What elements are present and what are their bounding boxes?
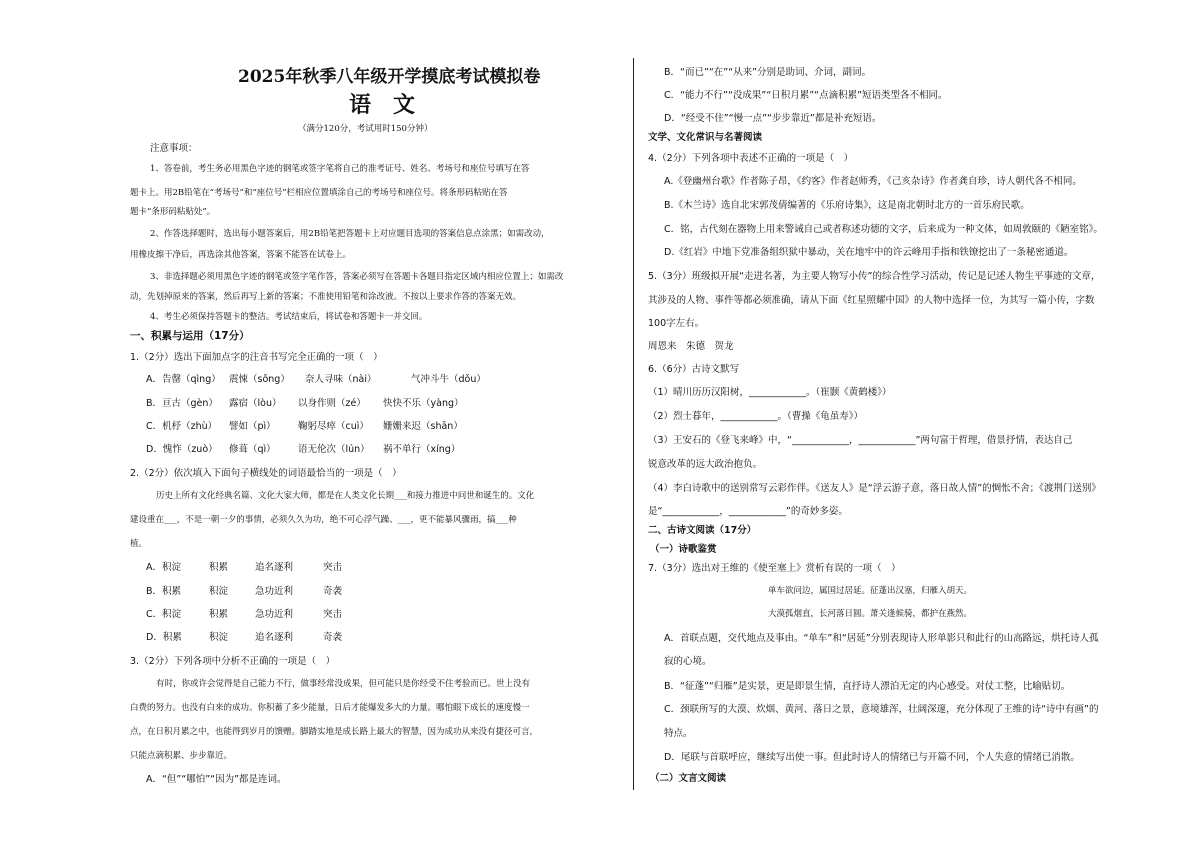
recitation-line: 锐意改革的远大政治抱负。 [648, 459, 763, 470]
question-stem: 4.（2分）下列各项中表述不正确的一项是（ ） [648, 153, 854, 164]
option-c: C．铭，古代刻在器物上用来警诫自己或者称述功德的文字，后来成为一种文体，如周敦颐的《陋室铭》。 [664, 224, 1103, 235]
passage-line: 历史上所有文化经典名篇、文化大家大师，都是在人类文化长期___和接力推进中问世和诞生的。文化 [156, 491, 535, 501]
option-word: 急功近利 [255, 586, 294, 597]
option-b: B．“而已”“在”“从来”分别是助词、介词，副词。 [664, 67, 872, 78]
option-word: 修葺（qì） [229, 444, 276, 455]
passage-line: 建设重在___，不是一朝一夕的事情，必须久久为功，绝不可心浮气躁、___，更不能暴风骤雨，搞___种 [130, 515, 517, 525]
section-heading: 一、积累与运用（17分） [130, 330, 250, 342]
option-d: D.《红岩》中地下党准备组织狱中暴动，关在地牢中的许云峰用手指和铁镣挖出了一条秘密通道。 [664, 247, 1074, 258]
option-word: 奈人寻味（nài） [305, 374, 377, 385]
question-stem: 2.（2分）依次填入下面句子横线处的词语最恰当的一项是（ ） [130, 468, 402, 479]
option-word: 鞠躬尽瘁（cuì） [298, 421, 369, 432]
column-divider [633, 58, 634, 790]
option-word: 突击 [323, 562, 343, 573]
passage-line: 植。 [130, 539, 148, 549]
poem-line: 单车欲问边，属国过居延。征蓬出汉塞，归雁入胡天。 [768, 586, 973, 596]
option-d: D．积累 [146, 632, 182, 643]
option-word: 祸不单行（xíng） [383, 444, 461, 455]
option-c: C．颈联所写的大漠、炊烟、黄河、落日之景，意境雄浑，壮阔深邃，充分体现了王维的诗“诗中有画”的 [664, 704, 1099, 715]
question-line: 其涉及的人物、事件等都必须准确，请从下面《红星照耀中国》的人物中选择一位，为其写一篇小传，字数 [648, 295, 1095, 306]
option-word: 奇袭 [323, 586, 343, 597]
notice-line: 3、非选择题必须用黑色字迹的钢笔或签字笔作答，答案必须写在答题卡各题目指定区域内相应位置上；如需改 [150, 272, 564, 282]
subsection-heading: （二）文言文阅读 [650, 773, 727, 784]
option-a: A．“但”“哪怕”“因为”都是连词。 [146, 774, 287, 785]
option-word: 突击 [323, 609, 343, 620]
subject-title: 语 文 [349, 92, 416, 118]
question-line: 100字左右。 [648, 318, 705, 329]
option-word: 震悚（sǒng） [229, 374, 290, 385]
section-heading: 文学、文化常识与名著阅读 [648, 132, 763, 143]
notice-line: 1、答卷前，考生务必用黑色字迹的钢笔或签字笔将自己的准考证号、姓名、考场号和座位号填写在答 [150, 164, 530, 174]
option-b: B．“征蓬”“归雁”是实景，更是即景生情，直抒诗人漂泊无定的内心感受。对仗工整，比喻贴切。 [664, 681, 1071, 692]
option-b: B．亘古（gèn） [146, 398, 218, 409]
option-d: D．尾联与首联呼应，继续写出使一事。但此时诗人的情绪已与开篇不同，个人失意的情绪已消散。 [664, 752, 1080, 763]
option-d: D．“经受不住”“慢一点”“步步靠近”都是补充短语。 [664, 113, 882, 124]
option-word: 以身作则（zé） [298, 398, 366, 409]
option-continuation: 特点。 [664, 728, 693, 739]
question-stem: 7.（3分）选出对王维的《使至塞上》赏析有误的一项（ ） [648, 563, 901, 574]
notice-line: 题卡上。用2B铅笔在“考场号”和“座位号”栏相应位置填涂自己的考场号和座位号。将条形码粘贴在答 [130, 188, 508, 198]
option-word: 积淀 [209, 632, 229, 643]
option-word: 语无伦次（lún） [298, 444, 370, 455]
exam-title: 2025年秋季八年级开学摸底考试模拟卷 [238, 67, 541, 87]
option-c: C．积淀 [146, 609, 182, 620]
option-b: B．积累 [146, 586, 182, 597]
question-stem: 1.（2分）选出下面加点字的注音书写完全正确的一项（ ） [130, 352, 383, 363]
option-continuation: 寂的心境。 [664, 656, 712, 667]
option-word: 追名逐利 [255, 632, 294, 643]
option-c: C．机杼（zhù） [146, 421, 218, 432]
recitation-line: （4）李白诗歌中的送别常写云彩作伴。《送友人》是“浮云游子意，落日故人情”的惆怅不舍；《渡荆门送别》 [648, 483, 1101, 494]
option-b: B.《木兰诗》选自北宋郭茂倩编著的《乐府诗集》，这是南北朝时北方的一首乐府民歌。 [664, 200, 1030, 211]
option-d: D．愧怍（zuò） [146, 444, 218, 455]
notice-line: 动，先划掉原来的答案，然后再写上新的答案；不准使用铅笔和涂改液。不按以上要求作答的答案无效。 [130, 292, 522, 302]
recitation-line: 是“____________，____________”的奇妙多姿。 [648, 506, 848, 517]
option-c: C．“能力不行”“没成果”“日积月累”“点滴积累”短语类型各不相同。 [664, 90, 948, 101]
question-stem: 3.（2分）下列各项中分析不正确的一项是（ ） [130, 656, 336, 667]
option-word: 姗姗来迟（shān） [383, 421, 463, 432]
notice-line: 用橡皮擦干净后，再选涂其他答案，答案不能答在试卷上。 [130, 250, 352, 260]
question-stem: 6.（6分）古诗文默写 [648, 364, 740, 375]
notice-heading: 注意事项： [150, 143, 198, 154]
option-word: 露宿（lòu） [229, 398, 282, 409]
passage-line: 只能点滴积累、步步靠近。 [130, 751, 233, 761]
passage-line: 白费的努力。也没有白来的成功。你积蓄了多少能量，日后才能爆发多大的力量。哪怕眼下成长的速度慢一 [130, 703, 530, 713]
notice-line: 4、考生必须保持答题卡的整洁。考试结束后，将试卷和答题卡一并交回。 [150, 312, 428, 322]
option-word: 譬如（pì） [229, 421, 276, 432]
option-word: 奇袭 [323, 632, 343, 643]
option-word: 追名逐利 [255, 562, 294, 573]
option-a: A.《登幽州台歌》作者陈子昂，《约客》作者赵师秀，《己亥杂诗》作者龚自珍，诗人朝代各不相同。 [664, 176, 1082, 187]
recitation-line: （1）晴川历历汉阳树，____________。（崔颢《黄鹤楼》） [648, 387, 892, 398]
exam-note: （满分120分，考试用时150分钟） [298, 124, 433, 134]
passage-line: 点，在日积月累之中，也能得到岁月的馈赠。脚踏实地是成长路上最大的智慧，因为成功从来没有捷径可言， [130, 727, 539, 737]
option-word: 积累 [209, 562, 229, 573]
subsection-heading: （一）诗歌鉴赏 [650, 544, 717, 555]
recitation-line: （2）烈士暮年，____________。（曹操《龟虽寿》） [648, 411, 864, 422]
option-word: 快快不乐（yàng） [383, 398, 464, 409]
notice-line: 2、作答选择题时，选出每小题答案后，用2B铅笔把答题卡上对应题目选项的答案信息点涂黑；如需改动， [150, 229, 550, 239]
passage-line: 有时，你或许会觉得是自己能力不行，做事经常没成果，但可能只是你经受不住考验而已。世上没有 [156, 679, 531, 689]
option-word: 积淀 [209, 586, 229, 597]
question-stem: 5.（3分）班级拟开展“走进名著，为主要人物写小传”的综合性学习活动，传记是记述人物生平事迹的文章， [648, 271, 1101, 282]
option-word: 急功近利 [255, 609, 294, 620]
poem-line: 大漠孤烟直，长河落日圆。萧关逢候骑，都护在燕然。 [768, 609, 973, 619]
option-word: 积累 [209, 609, 229, 620]
option-a: A．积淀 [146, 562, 181, 573]
candidate-names: 周恩来 朱德 贺龙 [648, 341, 734, 352]
section-heading: 二、古诗文阅读（17分） [648, 525, 757, 536]
recitation-line: （3）王安石的《登飞来峰》中，“____________，____________”两句富于哲理，借景抒情，表达自己 [648, 435, 1073, 446]
option-a: A．告罄（qìng） [146, 374, 221, 385]
notice-line: 题卡“条形码粘贴处”。 [130, 207, 216, 217]
option-a: A．首联点题，交代地点及事由。“单车”和“居延”分别表现诗人形单影只和此行的山高路远，烘托诗人孤 [664, 633, 1099, 644]
option-word: 气冲斗牛（dǒu） [411, 374, 486, 385]
